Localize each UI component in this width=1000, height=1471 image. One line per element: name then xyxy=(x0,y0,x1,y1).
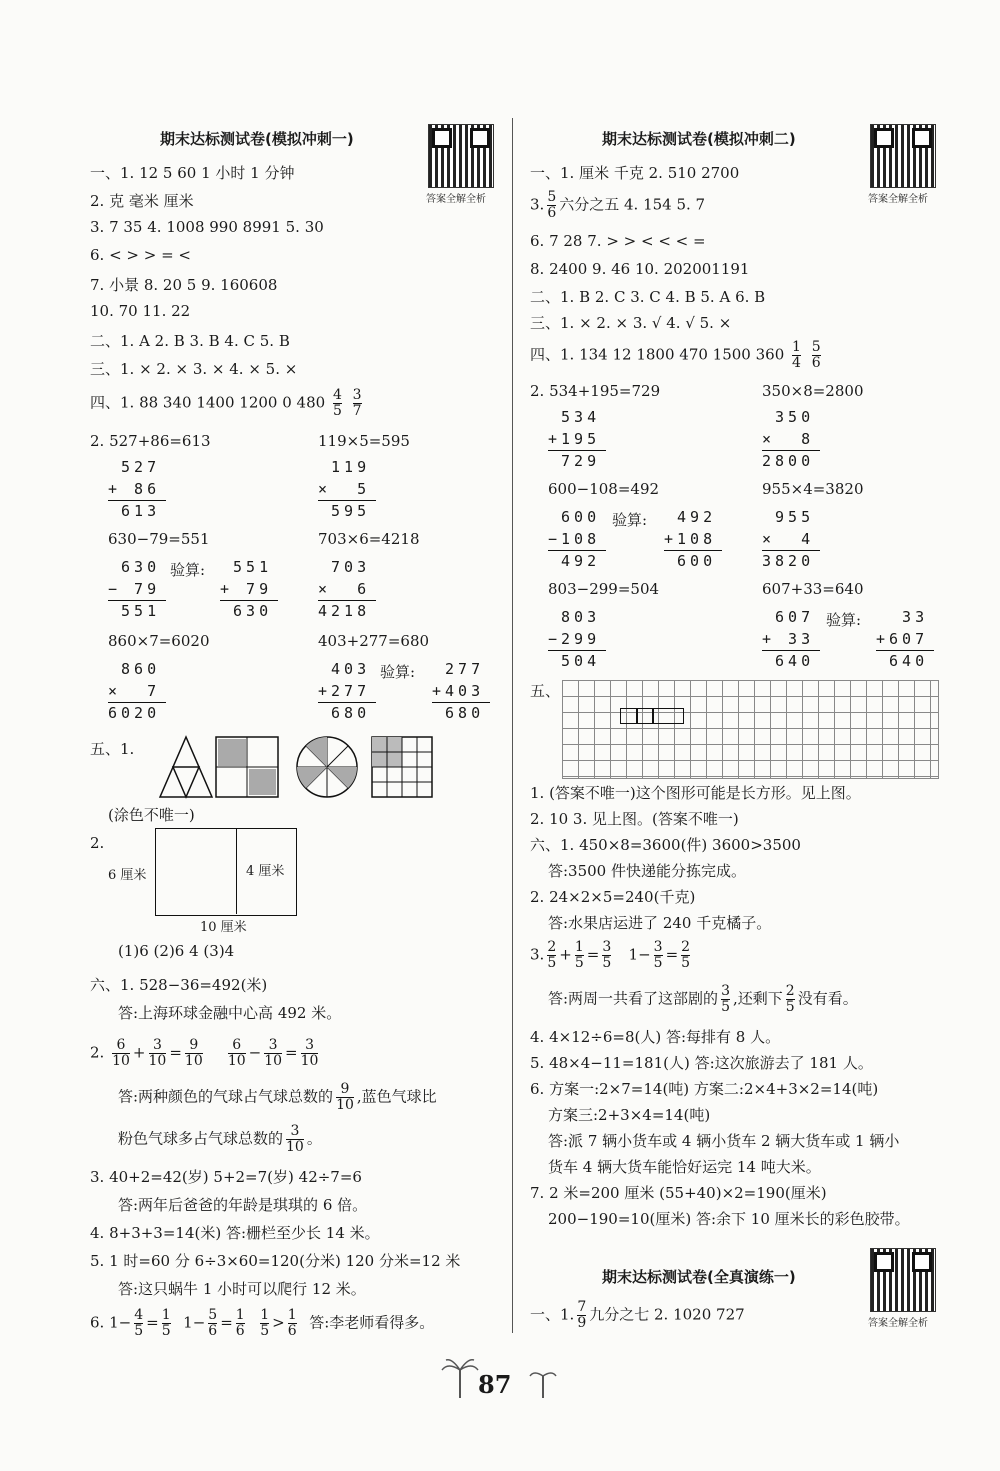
vertical-calc: 703 × 6 4218 xyxy=(318,558,371,620)
page-number: 87 xyxy=(478,1370,512,1399)
column-divider xyxy=(512,118,513,1333)
palm-tree-icon xyxy=(528,1364,558,1400)
right-section-5: 五、 xyxy=(530,682,561,700)
calc-rule xyxy=(318,600,376,601)
right-6-1-answer: 答:3500 件快递能分拣完成。 xyxy=(548,862,746,880)
calc-rule xyxy=(432,702,490,703)
right-eq-4: 955×4=3820 xyxy=(762,480,864,498)
dot-grid xyxy=(562,680,939,779)
left-6-3-answer: 答:两年后爸爸的年龄是琪琪的 6 倍。 xyxy=(118,1196,368,1214)
left-line-2: 2. 克 毫米 厘米 xyxy=(90,192,194,210)
right-line-2: 3. $\frac{5}{6}$ 六分之五 4. 154 5. 7 xyxy=(530,189,706,221)
calc-rule xyxy=(318,500,376,501)
circle-figure xyxy=(297,737,357,797)
calc-rule xyxy=(762,450,820,451)
check-label: 验算: xyxy=(170,561,206,579)
left-section-5-2: 2. xyxy=(90,834,105,852)
label-6cm: 6 厘米 xyxy=(108,868,147,883)
left-6-2: 2. $\frac{6}{10}$ + $\frac{3}{10}$ = $\frac{9}{10}$ $\frac{6}{10}$ − $\frac{3}{10}$ = $\frac{3}{10}$ xyxy=(90,1037,319,1069)
left-eq-5: 860×7=6020 xyxy=(108,632,210,650)
vertical-calc: 119 × 5 595 xyxy=(318,458,371,520)
left-line-1: 一、1. 12 5 60 1 小时 1 分钟 xyxy=(90,164,295,182)
qr-caption: 答案全解全析 xyxy=(426,194,486,205)
check-label: 验算: xyxy=(380,663,416,681)
left-6-2-answer-2: 粉色气球多占气球总数的 $\frac{3}{10}$ 。 xyxy=(118,1123,322,1155)
left-6-6: 6. 1− $\frac{4}{5}$ = $\frac{1}{5}$ 1− $\frac{5}{6}$ = $\frac{1}{6}$ $\frac{1}{5}$ > $\frac{1}{6}$ 答:李老师看得多。 xyxy=(90,1307,435,1339)
qr-code-icon xyxy=(428,124,494,188)
vertical-calc: 860 × 7 6020 xyxy=(108,660,161,722)
right-eq-5: 803−299=504 xyxy=(548,580,660,598)
left-line-9: 四、1. 88 340 1400 1200 0 480 $\frac{4}{5}$ $\frac{3}{7}$ xyxy=(90,387,362,419)
vertical-calc: 350 × 8 2800 xyxy=(762,408,815,470)
qr-caption: 答案全解全析 xyxy=(868,1318,928,1329)
left-line-6: 10. 70 11. 22 xyxy=(90,302,191,320)
label-4cm: 4 厘米 xyxy=(246,864,285,879)
right-6-5: 5. 48×4−11=181(人) 答:这次旅游去了 181 人。 xyxy=(530,1054,873,1072)
square-figure xyxy=(216,737,278,797)
calc-rule xyxy=(108,500,166,501)
qr-caption: 答案全解全析 xyxy=(868,194,928,205)
right-6-4: 4. 4×12÷6=8(人) 答:每排有 8 人。 xyxy=(530,1028,781,1046)
right-title-2: 期末达标测试卷(全真演练一) xyxy=(602,1268,796,1286)
right-line-7: 四、1. 134 12 1800 470 1500 360 $\frac{1}{4}$ $\frac{5}{6}$ xyxy=(530,339,821,371)
calc-rule xyxy=(876,650,934,651)
qr-code-icon xyxy=(870,124,936,188)
vertical-calc: 803 −299 504 xyxy=(548,608,601,670)
calc-rule xyxy=(108,600,166,601)
right-6-3-answer: 答:两周一共看了这部剧的 $\frac{3}{5}$ ,还剩下 $\frac{2}{5}$ 没有看。 xyxy=(548,983,858,1015)
right-6-1: 六、1. 450×8=3600(件) 3600>3500 xyxy=(530,836,801,854)
shape-figures xyxy=(152,735,522,801)
left-line-3: 3. 7 35 4. 1008 990 8991 5. 30 xyxy=(90,218,324,236)
right-answer-1: 1. (答案不唯一)这个图形可能是长方形。见上图。 xyxy=(530,784,861,802)
right-6-6-b: 方案三:2+3×4=14(吨) xyxy=(548,1106,711,1124)
left-6-1-answer: 答:上海环球金融中心高 492 米。 xyxy=(118,1004,342,1022)
left-6-4: 4. 8+3+3=14(米) 答:栅栏至少长 14 米。 xyxy=(90,1224,380,1242)
triangle-figure xyxy=(160,737,212,797)
right-answer-2: 2. 10 3. 见上图。(答案不唯一) xyxy=(530,810,739,828)
vertical-calc: 607 + 33 640 xyxy=(762,608,815,670)
left-line-4: 6. < > > = < xyxy=(90,246,191,264)
fraction: $\frac{4}{5}$ xyxy=(332,387,342,419)
left-eq-3: 630−79=551 xyxy=(108,530,210,548)
left-eq-6: 403+277=680 xyxy=(318,632,430,650)
right-eq-6: 607+33=640 xyxy=(762,580,864,598)
shading-note: (涂色不唯一) xyxy=(108,806,195,824)
right-title: 期末达标测试卷(模拟冲刺二) xyxy=(602,130,796,148)
grid-rectangle-divider xyxy=(636,708,638,724)
right-line-5: 二、1. B 2. C 3. C 4. B 5. A 6. B xyxy=(530,288,766,306)
calc-rule xyxy=(548,550,606,551)
label-10cm: 10 厘米 xyxy=(200,920,247,935)
right-line-3: 6. 7 28 7. > > < < < = xyxy=(530,232,706,250)
left-title: 期末达标测试卷(模拟冲刺一) xyxy=(160,130,354,148)
right-6-3: 3. $\frac{2}{5}$ + $\frac{1}{5}$ = $\frac{3}{5}$ 1− $\frac{3}{5}$ = $\frac{2}{5}$ xyxy=(530,939,691,971)
right-eq-2: 350×8=2800 xyxy=(762,382,864,400)
right-6-2: 2. 24×2×5=240(千克) xyxy=(530,888,696,906)
right-6-7-a: 200−190=10(厘米) 答:余下 10 厘米长的彩色胶带。 xyxy=(548,1210,910,1228)
calc-rule xyxy=(762,650,820,651)
calc-rule xyxy=(220,600,278,601)
right-last-line: 一、1. $\frac{7}{9}$ 九分之七 2. 1020 727 xyxy=(530,1299,745,1331)
left-6-5: 5. 1 时=60 分 6÷3×60=120(分米) 120 分米=12 米 xyxy=(90,1252,461,1270)
right-6-2-answer: 答:水果店运进了 240 千克橘子。 xyxy=(548,914,772,932)
vertical-calc: 33 +607 640 xyxy=(876,608,929,670)
right-eq-3: 600−108=492 xyxy=(548,480,660,498)
calc-rule xyxy=(664,550,722,551)
left-6-3: 3. 40+2=42(岁) 5+2=7(岁) 42÷7=6 xyxy=(90,1168,362,1186)
left-line-8: 三、1. × 2. × 3. × 4. × 5. × xyxy=(90,360,298,378)
left-answer-5: (1)6 (2)6 4 (3)4 xyxy=(118,942,235,960)
calc-rule xyxy=(318,702,376,703)
grid-figure xyxy=(372,737,432,797)
calc-rule xyxy=(548,450,606,451)
vertical-calc: 630 − 79 551 xyxy=(108,558,161,620)
right-line-6: 三、1. × 2. × 3. √ 4. √ 5. × xyxy=(530,314,732,332)
right-line-4: 8. 2400 9. 46 10. 202001191 xyxy=(530,260,750,278)
calc-rule xyxy=(548,650,606,651)
palm-tree-icon xyxy=(440,1356,480,1400)
check-label: 验算: xyxy=(826,611,862,629)
vertical-calc: 403 +277 680 xyxy=(318,660,371,722)
left-line-5: 7. 小景 8. 20 5 9. 160608 xyxy=(90,276,278,294)
qr-code-icon xyxy=(870,1248,936,1312)
right-6-7: 7. 2 米=200 厘米 (55+40)×2=190(厘米) xyxy=(530,1184,827,1202)
left-eq-4: 703×6=4218 xyxy=(318,530,420,548)
left-line-7: 二、1. A 2. B 3. B 4. C 5. B xyxy=(90,332,290,350)
left-eq-2: 119×5=595 xyxy=(318,432,410,450)
right-line-1: 一、1. 厘米 千克 2. 510 2700 xyxy=(530,164,740,182)
vertical-calc: 955 × 4 3820 xyxy=(762,508,815,570)
left-6-1: 六、1. 528−36=492(米) xyxy=(90,976,268,994)
fraction: $\frac{3}{7}$ xyxy=(352,387,362,419)
right-6-6-d: 货车 4 辆大货车能恰好运完 14 吨大米。 xyxy=(548,1158,821,1176)
right-6-6: 6. 方案一:2×7=14(吨) 方案二:2×4+3×2=14(吨) xyxy=(530,1080,879,1098)
calc-rule xyxy=(762,550,820,551)
vertical-calc: 600 −108 492 xyxy=(548,508,601,570)
check-label: 验算: xyxy=(612,511,648,529)
vertical-calc: 534 +195 729 xyxy=(548,408,601,470)
grid-rectangle-divider xyxy=(652,708,654,724)
left-section-5: 五、1. xyxy=(90,740,135,758)
vertical-calc: 277 +403 680 xyxy=(432,660,485,722)
calc-rule xyxy=(108,702,166,703)
vertical-calc: 492 +108 600 xyxy=(664,508,717,570)
right-6-6-c: 答:派 7 辆小货车或 4 辆小货车 2 辆大货车或 1 辆小 xyxy=(548,1132,900,1150)
vertical-calc: 551 + 79 630 xyxy=(220,558,273,620)
left-6-2-answer: 答:两种颜色的气球占气球总数的 $\frac{9}{10}$ ,蓝色气球比 xyxy=(118,1081,437,1113)
left-eq-1: 2. 527+86=613 xyxy=(90,432,211,450)
rectangle-divider xyxy=(236,828,237,914)
right-eq-1: 2. 534+195=729 xyxy=(530,382,661,400)
left-6-5-answer: 答:这只蜗牛 1 小时可以爬行 12 米。 xyxy=(118,1280,366,1298)
vertical-calc: 527 + 86 613 xyxy=(108,458,161,520)
